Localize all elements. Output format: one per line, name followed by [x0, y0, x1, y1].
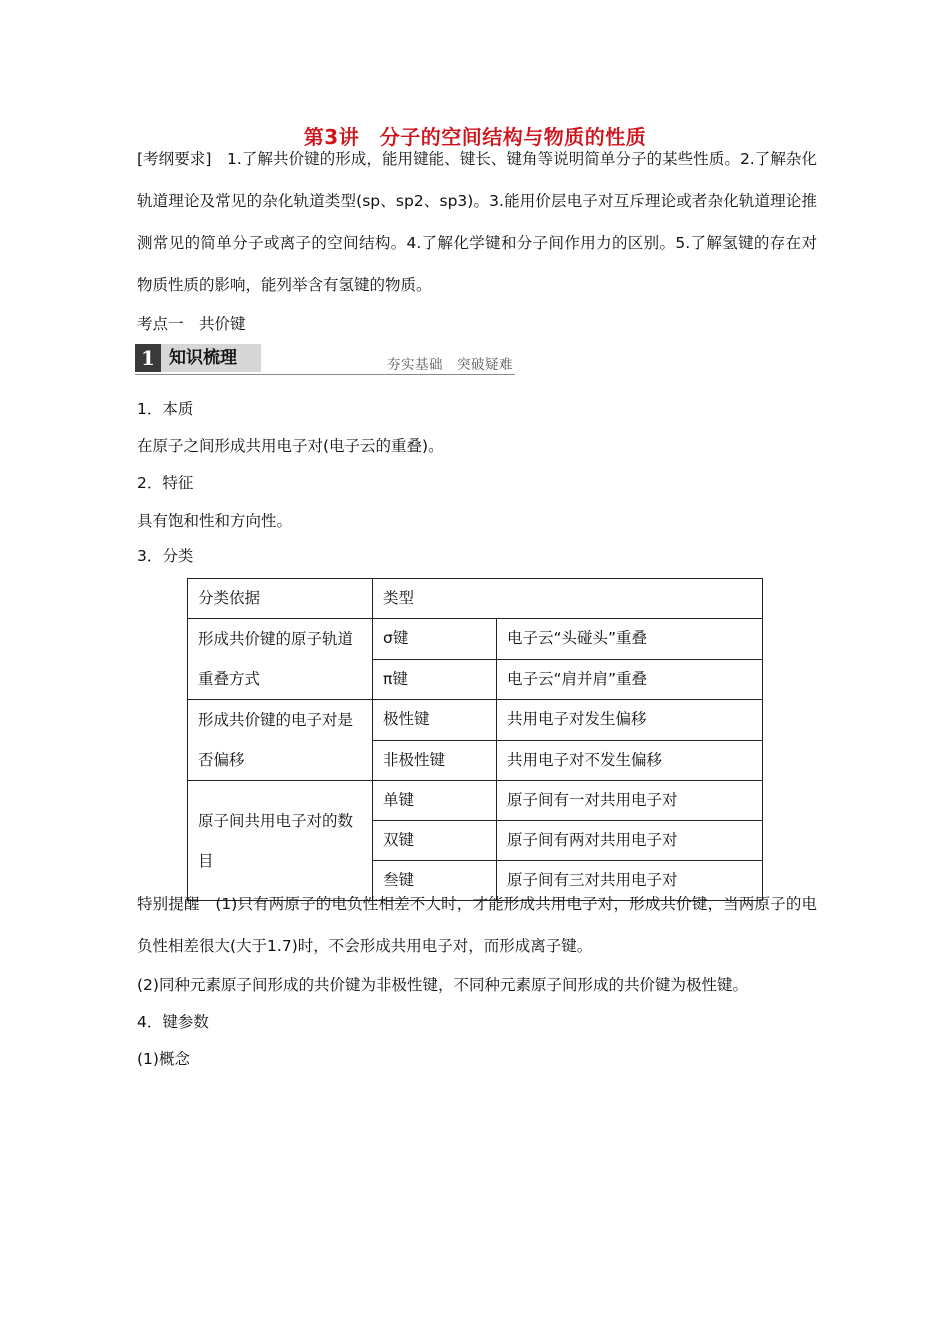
basis-cell: 原子间共用电子对的数目	[188, 781, 373, 901]
type-cell: 双键	[373, 821, 497, 861]
desc-cell: 电子云“肩并肩”重叠	[497, 659, 763, 700]
desc-cell: 原子间有三对共用电子对	[497, 861, 763, 901]
desc-cell: 原子间有两对共用电子对	[497, 821, 763, 861]
banner-number: 1	[135, 344, 161, 372]
type-cell: 极性键	[373, 700, 497, 741]
banner-subtitle: 夯实基础 突破疑难	[387, 357, 513, 373]
feature-text: 具有饱和性和方向性。	[137, 512, 293, 530]
syllabus-paragraph: [考纲要求] 1.了解共价键的形成，能用键能、键长、键角等说明简单分子的某些性质。2.了解杂化轨道理论及常见的杂化轨道类型(sp、sp2、sp3)。3.能用价层电子对互斥理论或者杂化轨道理论推测常见的简单分子或离子的空间结构。4.了解化学键和分子间作用力的区别。5.了解氢键的存在对物质性质的影响，能列举含有氢键的物质。	[137, 150, 817, 294]
table-row	[188, 619, 763, 660]
bond-params-heading: 4．键参数	[137, 1013, 209, 1031]
desc-cell: 共用电子对发生偏移	[497, 700, 763, 741]
header-type: 类型	[373, 579, 763, 619]
type-cell: 非极性键	[373, 740, 497, 781]
essence-text: 在原子之间形成共用电子对(电子云的重叠)。	[137, 437, 444, 455]
banner-label: 知识梳理	[169, 348, 237, 368]
type-cell: π键	[373, 659, 497, 700]
desc-cell: 原子间有一对共用电子对	[497, 781, 763, 821]
desc-cell: 电子云“头碰头”重叠	[497, 619, 763, 660]
header-basis: 分类依据	[188, 579, 373, 619]
special-note-1: 特别提醒 (1)只有两原子的电负性相差不大时，才能形成共用电子对，形成共价键，当两原子的电负性相差很大(大于1.7)时，不会形成共用电子对，而形成离子键。	[137, 895, 817, 955]
type-cell: 叁键	[373, 861, 497, 901]
type-cell: σ键	[373, 619, 497, 660]
bond-classification-table	[187, 578, 763, 901]
special-note-2: (2)同种元素原子间形成的共价键为非极性键，不同种元素原子间形成的共价键为极性键。	[137, 976, 748, 994]
section-title: 考点一 共价键	[137, 315, 246, 333]
essence-heading: 1．本质	[137, 400, 194, 418]
table-header-row	[188, 579, 763, 619]
concept-heading: (1)概念	[137, 1050, 190, 1068]
type-cell: 单键	[373, 781, 497, 821]
desc-cell: 共用电子对不发生偏移	[497, 740, 763, 781]
table-row	[188, 700, 763, 741]
page-title: 第3讲 分子的空间结构与物质的性质	[303, 125, 647, 149]
table-row	[188, 781, 763, 821]
basis-cell: 形成共价键的电子对是否偏移	[188, 700, 373, 781]
basis-cell: 形成共价键的原子轨道重叠方式	[188, 619, 373, 700]
feature-heading: 2．特征	[137, 474, 194, 492]
banner-tag	[135, 344, 261, 372]
classify-heading: 3．分类	[137, 547, 194, 565]
knowledge-banner	[135, 344, 515, 375]
